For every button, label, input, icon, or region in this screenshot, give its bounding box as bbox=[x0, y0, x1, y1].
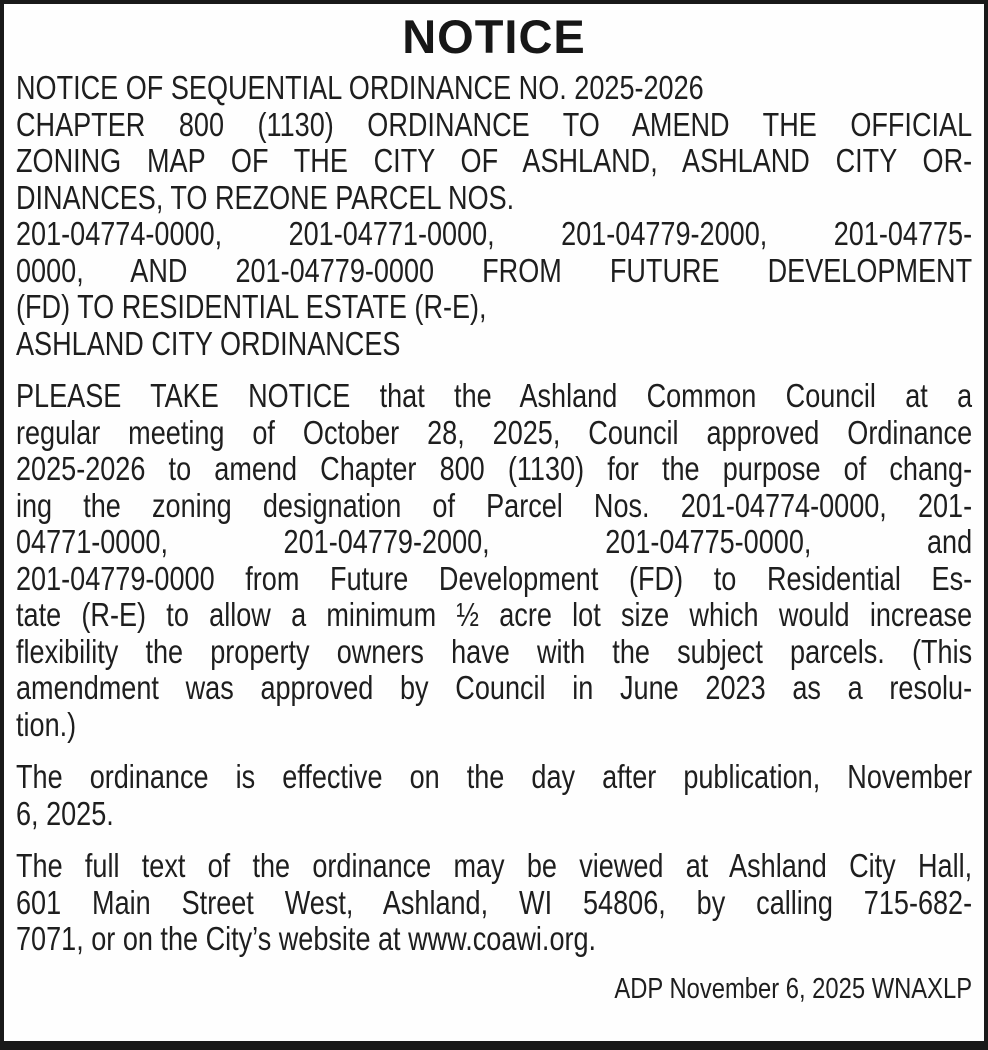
text-line: amendment was approved by Council in June 2023 as a resolu- bbox=[16, 670, 973, 706]
text-line: PLEASE TAKE NOTICE that the Ashland Common Council at a bbox=[16, 378, 973, 414]
text-line: 6, 2025. bbox=[16, 795, 114, 832]
text-line: tion.) bbox=[16, 706, 77, 743]
text-line: The full text of the ordinance may be viewed at Ashland City Hall, bbox=[16, 848, 973, 884]
text-line: tate (R-E) to allow a minimum ½ acre lot size which would increase bbox=[16, 597, 973, 633]
text-line: 0000, AND 201-04779-0000 FROM FUTURE DEVELOPMENT bbox=[16, 252, 973, 289]
text-line: 2025-2026 to amend Chapter 800 (1130) for the purpose of chang- bbox=[16, 451, 973, 487]
text-line: ZONING MAP OF THE CITY OF ASHLAND, ASHLAND CITY OR- bbox=[16, 143, 973, 179]
text-line: DINANCES, TO REZONE PARCEL NOS. bbox=[16, 179, 515, 216]
text-line: 201-04779-0000 from Future Development (FD) to Residential Es- bbox=[16, 560, 973, 597]
paragraph-effective-date bbox=[16, 759, 972, 832]
text-line: 201-04774-0000, 201-04771-0000, 201-04779-2000, 201-04775- bbox=[16, 216, 973, 252]
heading-block bbox=[16, 70, 972, 362]
text-line: The ordinance is effective on the day after publication, November bbox=[16, 759, 973, 795]
notice-title: NOTICE bbox=[402, 10, 586, 63]
text-line: ing the zoning designation of Parcel Nos. 201-04774-0000, 201- bbox=[16, 487, 973, 524]
text-line: flexibility the property owners have with the subject parcels. (This bbox=[16, 633, 973, 670]
text-line: 7071, or on the City’s website at www.coawi.org. bbox=[16, 921, 597, 957]
text-line: 04771-0000, 201-04779-2000, 201-04775-0000, and bbox=[16, 524, 973, 560]
text-line: (FD) TO RESIDENTIAL ESTATE (R-E), bbox=[16, 289, 487, 325]
notice-sections bbox=[16, 70, 972, 958]
text-line: ASHLAND CITY ORDINANCES bbox=[16, 325, 401, 362]
publication-footer: ADP November 6, 2025 WNAXLP bbox=[614, 972, 973, 1005]
text-line: regular meeting of October 28, 2025, Council approved Ordinance bbox=[16, 414, 973, 451]
text-line: NOTICE OF SEQUENTIAL ORDINANCE NO. 2025-2026 bbox=[16, 70, 704, 106]
text-line: 601 Main Street West, Ashland, WI 54806, by calling 715-682- bbox=[16, 884, 973, 921]
text-line: CHAPTER 800 (1130) ORDINANCE TO AMEND THE OFFICIAL bbox=[16, 106, 973, 143]
paragraph-take-notice bbox=[16, 378, 972, 743]
paragraph-full-text bbox=[16, 848, 972, 958]
notice-body bbox=[16, 70, 972, 1006]
